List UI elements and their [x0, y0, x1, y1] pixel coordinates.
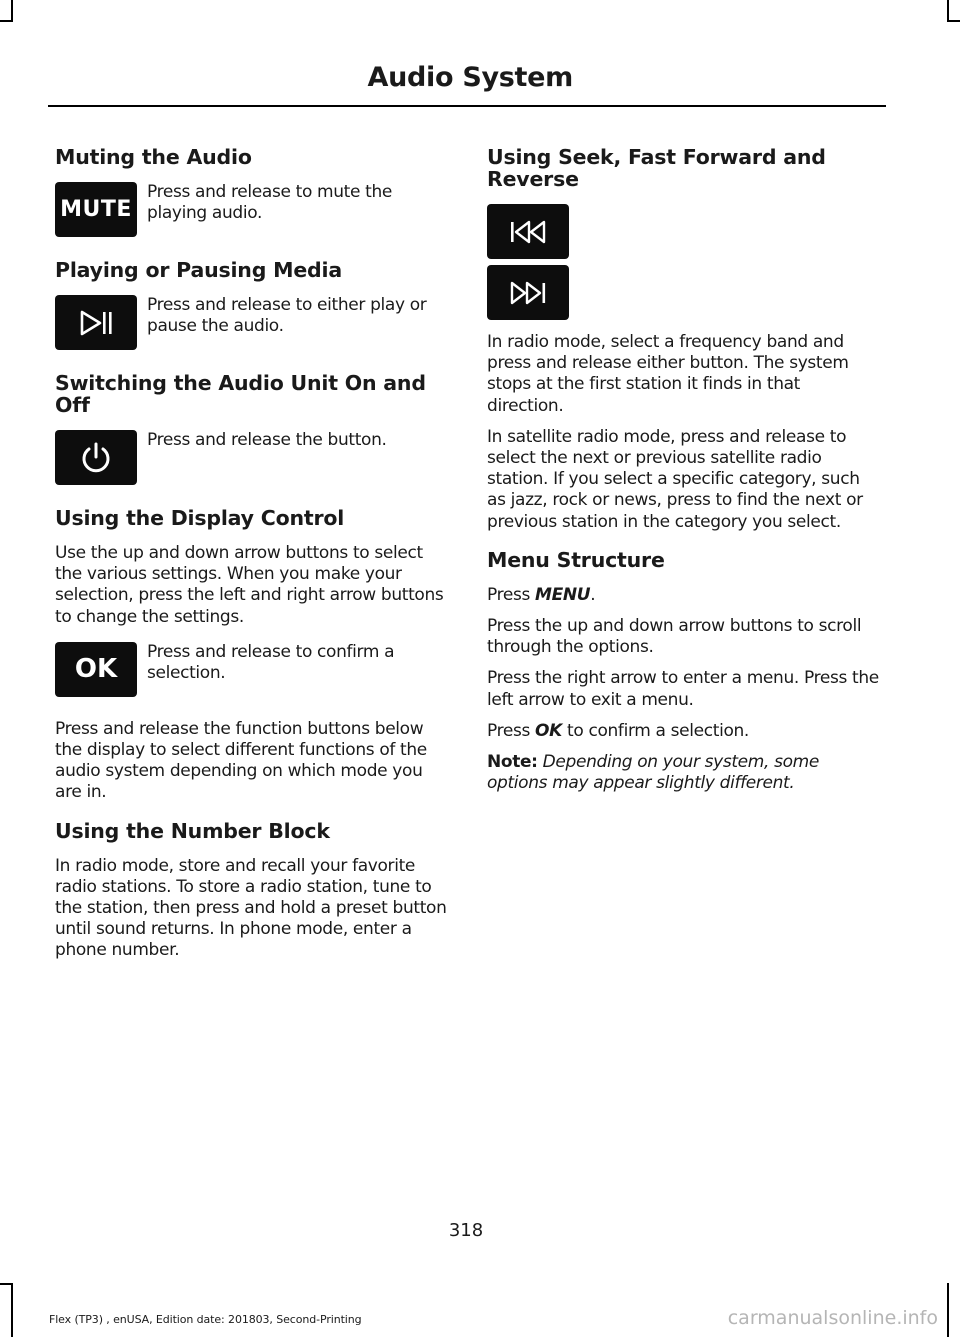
menu-scroll-text: Press the up and down arrow buttons to scroll through the options. — [487, 616, 862, 658]
seek-para-2: In satellite radio mode, press and release to select the next or previous satellite radio station. If you select a specific category, such as jazz, rock or news, press to find the next or previous station in the category you select. — [487, 426, 863, 532]
note-label: Note: — [487, 752, 538, 773]
crop-mark — [0, 20, 12, 22]
menu-word: MENU — [535, 584, 591, 605]
switching-text: Press and release the button. — [147, 430, 387, 450]
crop-mark — [948, 20, 960, 22]
display-confirm-text: Press and release to confirm a selection. — [147, 641, 395, 684]
menu-ok-word: OK — [535, 720, 562, 741]
seek-back-icon — [487, 204, 569, 259]
menu-heading: Menu Structure — [487, 547, 665, 572]
play-pause-icon — [55, 295, 137, 350]
menu-press — [487, 585, 880, 606]
display-ok-row — [55, 642, 447, 697]
ok-icon-label: OK — [74, 654, 118, 685]
playing-row — [55, 295, 447, 350]
crop-mark — [11, 0, 13, 22]
menu-ok-text — [487, 721, 880, 742]
muting-text: Press and release to mute the playing audio. — [147, 182, 393, 224]
page-header-title: Audio System — [367, 62, 573, 93]
ok-button-icon — [55, 642, 137, 697]
menu-ok-suffix: to confirm a selection. — [561, 720, 749, 741]
number-para: In radio mode, store and recall your favorite radio stations. To store a radio station, tune to the station, then press and hold a preset button until sound returns. In phone mode, enter a phone number. — [55, 855, 447, 961]
number-heading: Using the Number Block — [55, 818, 330, 843]
watermark: carmanualsonline.info — [727, 1307, 938, 1329]
left-column — [55, 146, 447, 972]
right-column — [487, 146, 880, 804]
crop-mark — [947, 1283, 949, 1337]
page-number: 318 — [448, 1220, 484, 1241]
display-heading: Using the Display Control — [55, 506, 345, 530]
menu-press-prefix: Press — [487, 584, 536, 605]
playing-heading: Playing or Pausing Media — [55, 258, 342, 282]
switching-row — [55, 430, 447, 485]
note-text: Depending on your system, some options may appear slightly different. — [487, 752, 819, 794]
seek-para-1: In radio mode, select a frequency band and press and release either button. The system stops at the first station it finds in that direction. — [487, 332, 849, 416]
crop-mark — [11, 1283, 13, 1337]
menu-period: . — [590, 584, 596, 605]
seek-forward-icon — [487, 265, 569, 320]
crop-mark — [0, 1283, 12, 1285]
crop-mark — [947, 0, 949, 22]
footer-edition: Flex (TP3) , enUSA, Edition date: 201803, Second-Printing — [49, 1313, 362, 1326]
menu-note — [487, 752, 880, 794]
mute-button-icon — [55, 182, 137, 237]
seek-heading: Using Seek, Fast Forward and Reverse — [487, 145, 826, 191]
playing-text: Press and release to either play or pause the audio. — [147, 295, 427, 337]
display-para-1: Use the up and down arrow buttons to select the various settings. When you make your selection, press the left and right arrow buttons to change the settings. — [55, 543, 444, 627]
menu-ok-prefix: Press — [487, 720, 536, 741]
seek-icons — [487, 204, 880, 320]
switching-heading: Switching the Audio Unit On and Off — [55, 371, 426, 417]
muting-heading: Muting the Audio — [55, 145, 252, 169]
header-rule — [48, 105, 886, 107]
mute-icon-label: MUTE — [60, 197, 132, 222]
power-icon — [55, 430, 137, 485]
display-para-2: Press and release the function buttons below the display to select different functions of the audio system depending on which mode you are in. — [55, 718, 427, 803]
muting-row — [55, 182, 447, 237]
menu-arrows-text: Press the right arrow to enter a menu. Press the left arrow to exit a menu. — [487, 668, 879, 710]
